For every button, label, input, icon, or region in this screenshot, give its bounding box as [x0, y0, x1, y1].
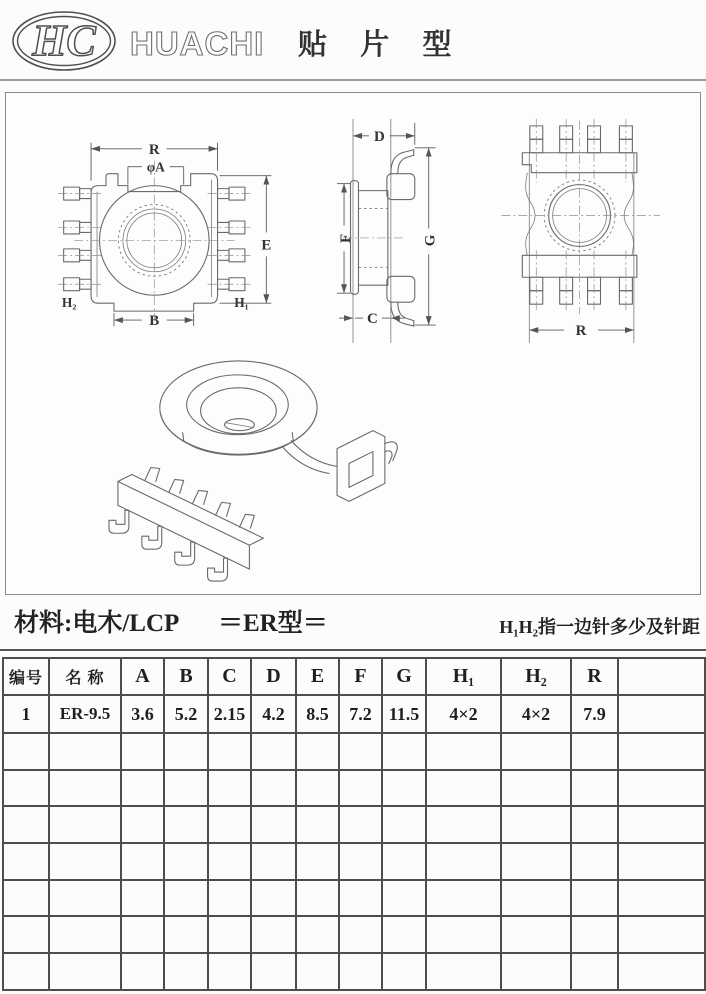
empty-cell: [296, 806, 339, 843]
empty-cell: [49, 733, 121, 770]
empty-cell: [501, 806, 571, 843]
empty-cell: [501, 953, 571, 990]
empty-cell: [339, 733, 382, 770]
spec-table: [2, 657, 706, 991]
dim-label-r-front: R: [148, 141, 160, 158]
empty-cell: [251, 916, 296, 953]
empty-cell: [121, 880, 164, 917]
empty-cell: [49, 916, 121, 953]
empty-cell: [296, 916, 339, 953]
table-empty-row: [3, 843, 705, 880]
empty-cell: [618, 953, 705, 990]
empty-cell: [339, 916, 382, 953]
table-empty-row: [3, 733, 705, 770]
cell-h1: 4×2: [426, 695, 501, 733]
empty-cell: [571, 916, 618, 953]
cell-blank: [618, 695, 705, 733]
empty-cell: [296, 843, 339, 880]
material-note: 材料:电木/LCP: [14, 610, 180, 637]
dim-label-d: D: [373, 128, 385, 145]
cell-index: 1: [3, 695, 49, 733]
table-header-row: [3, 658, 705, 695]
table-empty-row: [3, 770, 705, 807]
empty-cell: [501, 843, 571, 880]
empty-cell: [571, 806, 618, 843]
empty-cell: [3, 916, 49, 953]
header-divider: [0, 79, 706, 81]
empty-cell: [3, 770, 49, 807]
cell-c: 2.15: [208, 695, 251, 733]
empty-cell: [121, 916, 164, 953]
brand-wordmark: HUACHI: [130, 25, 264, 62]
logo-monogram: HC: [32, 16, 96, 65]
cell-e: 8.5: [296, 695, 339, 733]
table-divider: [0, 649, 706, 651]
pin-note: H₁H₂指一边针多少及针距: [499, 617, 700, 637]
empty-cell: [49, 770, 121, 807]
isometric-view: [109, 361, 397, 581]
label-h2: H₂: [61, 295, 77, 311]
col-header-e: E: [296, 658, 339, 695]
series-note: ＝ER型＝: [218, 610, 328, 637]
cell-b: 5.2: [164, 695, 208, 733]
col-header-a: A: [121, 658, 164, 695]
table-data-row: [3, 695, 705, 733]
empty-cell: [618, 916, 705, 953]
empty-cell: [618, 806, 705, 843]
empty-cell: [164, 880, 208, 917]
dim-label-g: G: [422, 234, 439, 247]
technical-drawing-panel: [5, 92, 701, 595]
col-header-g: G: [382, 658, 426, 695]
empty-cell: [251, 880, 296, 917]
empty-cell: [618, 733, 705, 770]
top-view-lower-pins: [530, 250, 633, 311]
empty-cell: [3, 806, 49, 843]
empty-cell: [501, 916, 571, 953]
empty-cell: [164, 916, 208, 953]
empty-cell: [208, 806, 251, 843]
col-header-blank: [618, 658, 705, 695]
col-header-h2: H₂: [501, 658, 571, 695]
label-h1: H₁: [234, 295, 249, 311]
empty-cell: [426, 953, 501, 990]
col-header-index: 编号: [3, 658, 49, 695]
page-title: 贴 片 型: [298, 29, 465, 61]
empty-cell: [164, 770, 208, 807]
empty-cell: [296, 880, 339, 917]
table-empty-row: [3, 880, 705, 917]
table-empty-row: [3, 953, 705, 990]
empty-cell: [339, 880, 382, 917]
cell-a: 3.6: [121, 695, 164, 733]
company-logo: [8, 5, 264, 77]
empty-cell: [571, 843, 618, 880]
empty-cell: [296, 733, 339, 770]
empty-cell: [382, 806, 426, 843]
empty-cell: [3, 733, 49, 770]
col-header-name: 名 称: [49, 658, 121, 695]
empty-cell: [121, 770, 164, 807]
empty-cell: [382, 733, 426, 770]
table-empty-row: [3, 806, 705, 843]
empty-cell: [121, 733, 164, 770]
cell-d: 4.2: [251, 695, 296, 733]
empty-cell: [121, 953, 164, 990]
empty-cell: [3, 843, 49, 880]
front-right-pins: [208, 187, 251, 291]
empty-cell: [618, 843, 705, 880]
empty-cell: [251, 770, 296, 807]
empty-cell: [571, 880, 618, 917]
cell-g: 11.5: [382, 695, 426, 733]
front-view: [58, 142, 271, 329]
empty-cell: [426, 916, 501, 953]
empty-cell: [208, 733, 251, 770]
empty-cell: [49, 806, 121, 843]
empty-cell: [3, 953, 49, 990]
empty-cell: [426, 880, 501, 917]
empty-cell: [164, 806, 208, 843]
empty-cell: [339, 770, 382, 807]
empty-cell: [49, 880, 121, 917]
dim-label-f: F: [338, 233, 355, 243]
col-header-d: D: [251, 658, 296, 695]
empty-cell: [164, 733, 208, 770]
cell-f: 7.2: [339, 695, 382, 733]
empty-cell: [618, 880, 705, 917]
col-header-f: F: [339, 658, 382, 695]
empty-cell: [426, 806, 501, 843]
empty-cell: [251, 806, 296, 843]
table-empty-row: [3, 916, 705, 953]
empty-cell: [501, 880, 571, 917]
empty-cell: [121, 843, 164, 880]
empty-cell: [382, 843, 426, 880]
empty-cell: [208, 843, 251, 880]
empty-cell: [501, 770, 571, 807]
empty-cell: [339, 806, 382, 843]
col-header-h1: H₁: [426, 658, 501, 695]
empty-cell: [121, 806, 164, 843]
empty-cell: [571, 733, 618, 770]
empty-cell: [164, 843, 208, 880]
empty-cell: [208, 916, 251, 953]
empty-cell: [382, 770, 426, 807]
col-header-b: B: [164, 658, 208, 695]
empty-cell: [339, 953, 382, 990]
empty-cell: [3, 880, 49, 917]
empty-cell: [251, 733, 296, 770]
empty-cell: [49, 843, 121, 880]
empty-cell: [382, 880, 426, 917]
empty-cell: [501, 733, 571, 770]
cell-r: 7.9: [571, 695, 618, 733]
empty-cell: [296, 953, 339, 990]
empty-cell: [571, 770, 618, 807]
dim-label-c: C: [367, 311, 378, 328]
technical-drawing: [6, 93, 700, 594]
empty-cell: [426, 770, 501, 807]
empty-cell: [382, 953, 426, 990]
empty-cell: [208, 770, 251, 807]
top-view: [501, 119, 659, 343]
empty-cell: [208, 953, 251, 990]
col-header-r: R: [571, 658, 618, 695]
cell-h2: 4×2: [501, 695, 571, 733]
empty-cell: [164, 953, 208, 990]
front-left-pins: [58, 187, 101, 291]
empty-cell: [296, 770, 339, 807]
dim-label-e: E: [261, 237, 272, 254]
empty-cell: [208, 880, 251, 917]
dim-label-r-top: R: [575, 323, 587, 340]
empty-cell: [49, 953, 121, 990]
empty-cell: [571, 953, 618, 990]
cell-name: ER-9.5: [49, 695, 121, 733]
empty-cell: [382, 916, 426, 953]
empty-cell: [618, 770, 705, 807]
dim-label-b: B: [149, 313, 160, 330]
empty-cell: [339, 843, 382, 880]
empty-cell: [251, 953, 296, 990]
empty-cell: [251, 843, 296, 880]
empty-cell: [426, 843, 501, 880]
empty-cell: [426, 733, 501, 770]
side-view: [337, 119, 439, 343]
col-header-c: C: [208, 658, 251, 695]
dim-label-phi-a: φA: [146, 159, 165, 175]
